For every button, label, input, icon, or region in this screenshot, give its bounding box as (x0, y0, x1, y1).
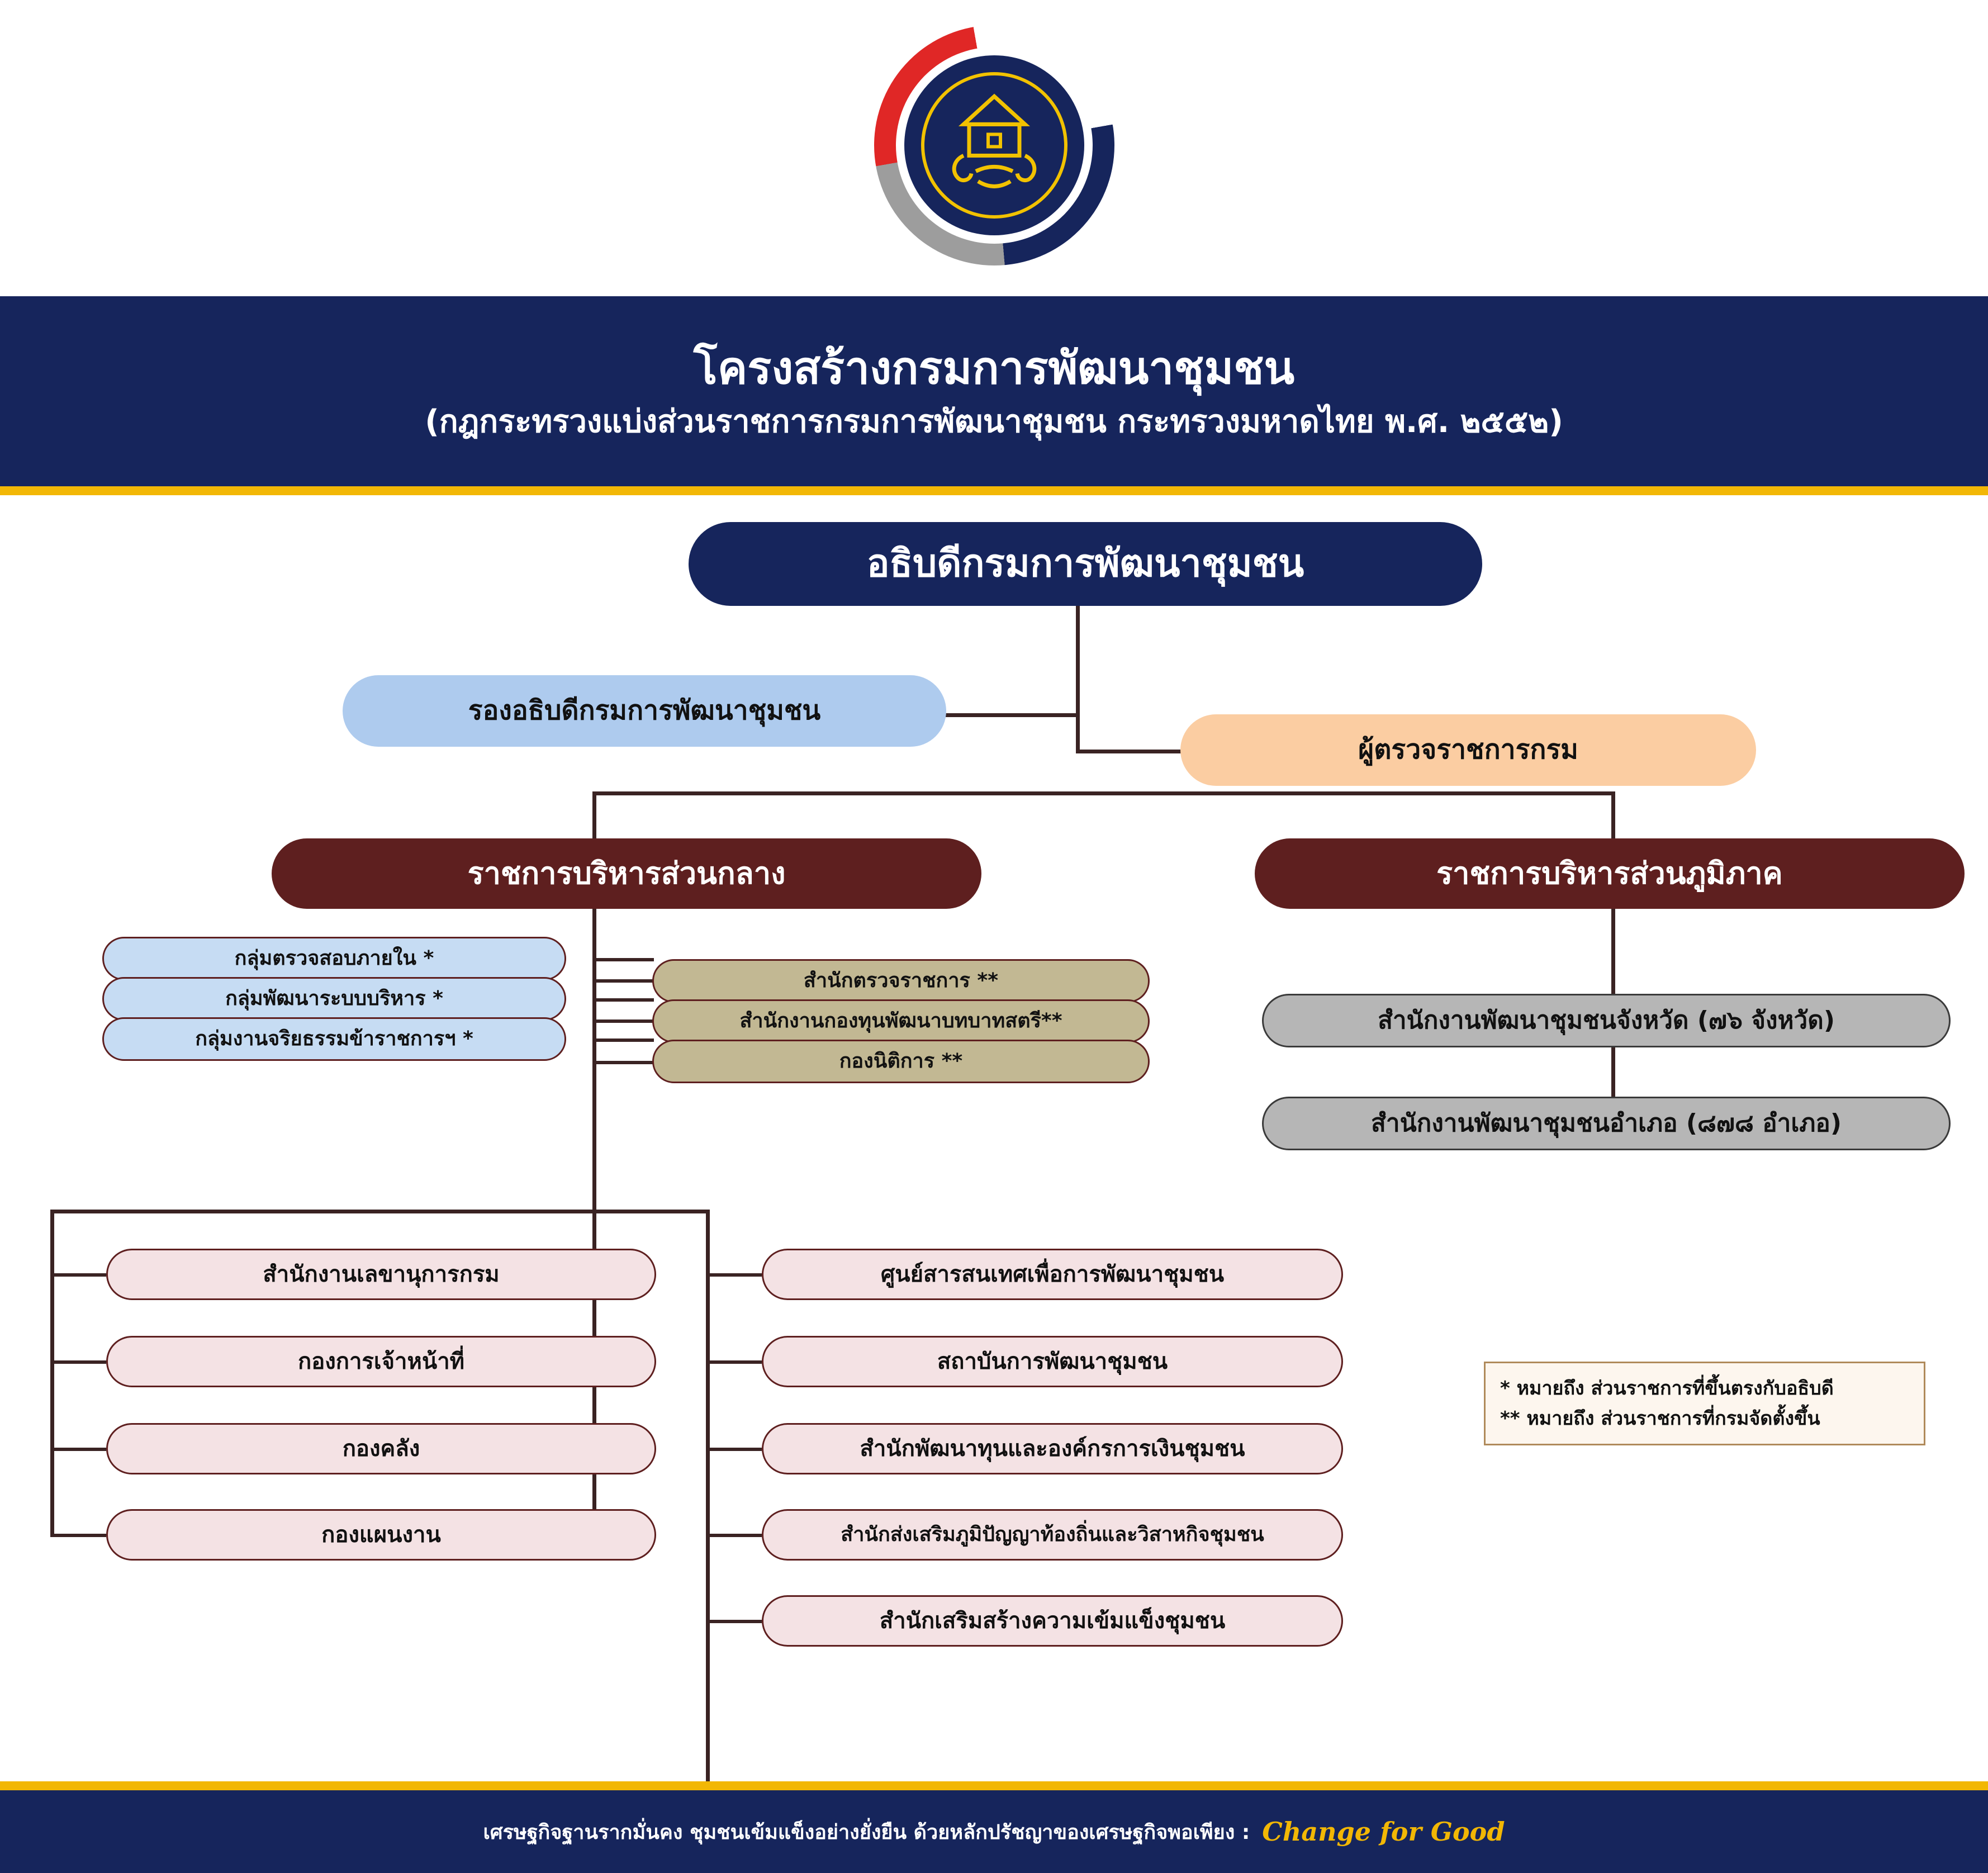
node-deputy-director[interactable]: รองอธิบดีกรมการพัฒนาชุมชน (343, 675, 946, 747)
connector-central-right-2 (592, 1020, 654, 1023)
node-local-wisdom-and-enterprise-bureau[interactable]: สำนักส่งเสริมภูมิปัญญาท้องถิ่นและวิสาหกิจชุมชน (762, 1509, 1343, 1561)
connector-left-unit-3 (50, 1448, 106, 1451)
connector-left-unit-2 (50, 1360, 106, 1364)
connector-lower-bus (50, 1210, 710, 1213)
node-finance-division[interactable]: กองคลัง (106, 1423, 656, 1474)
connector-right-unit-4 (706, 1534, 762, 1537)
cdd-emblem-logo (863, 14, 1126, 277)
connector-lower-left-rail (50, 1210, 54, 1534)
connector-director-down (1076, 595, 1080, 751)
page-title: โครงสร้างกรมการพัฒนาชุมชน (693, 342, 1295, 395)
node-planning-division[interactable]: กองแผนงาน (106, 1509, 656, 1561)
agency-logo (0, 11, 1988, 279)
node-director[interactable]: อธิบดีกรมการพัฒนาชุมชน (689, 522, 1482, 606)
connector-branch-bus (592, 791, 1615, 795)
node-community-empowerment-bureau[interactable]: สำนักเสริมสร้างความเข้มแข็งชุมชน (762, 1595, 1343, 1647)
connector-left-unit-4 (50, 1534, 106, 1537)
footer-slogan-en: Change for Good (1262, 1817, 1505, 1847)
node-regional-administration[interactable]: ราชการบริหารส่วนภูมิภาค (1255, 838, 1965, 909)
legend-line-1: * หมายถึง ส่วนราชการที่ขึ้นตรงกับอธิบดี (1500, 1377, 1834, 1400)
connector-central-left-3 (592, 1039, 654, 1042)
node-personnel-division[interactable]: กองการเจ้าหน้าที่ (106, 1336, 656, 1387)
node-bureau-of-inspection[interactable]: สำนักตรวจราชการ ** (652, 959, 1150, 1003)
connector-right-unit-2 (706, 1360, 762, 1364)
connector-right-unit-3 (706, 1448, 762, 1451)
legend-line-2: ** หมายถึง ส่วนราชการที่กรมจัดตั้งขึ้น (1500, 1407, 1820, 1430)
connector-central-right-1 (592, 979, 654, 983)
header-gold-rule (0, 486, 1988, 495)
connector-lower-right-rail (706, 1210, 710, 1847)
connector-central-left-1 (592, 958, 654, 961)
connector-right-unit-1 (706, 1273, 762, 1277)
connector-left-unit-1 (50, 1273, 106, 1277)
connector-central-left-2 (592, 998, 654, 1002)
connector-right-unit-5 (706, 1620, 762, 1623)
connector-to-inspector (1076, 750, 1182, 753)
node-legal-affairs-division[interactable]: กองนิติการ ** (652, 1040, 1150, 1083)
node-central-administration[interactable]: ราชการบริหารส่วนกลาง (272, 838, 981, 909)
org-chart (0, 495, 1988, 1730)
node-civil-servant-ethics-group[interactable]: กลุ่มงานจริยธรรมข้าราชการฯ * (102, 1017, 566, 1061)
page-subtitle: (กฎกระทรวงแบ่งส่วนราชการกรมการพัฒนาชุมชน กระทรวงมหาดไทย พ.ศ. ๒๕๕๒) (425, 404, 1563, 440)
node-community-development-institute[interactable]: สถาบันการพัฒนาชุมชน (762, 1336, 1343, 1387)
node-community-development-information-center[interactable]: ศูนย์สารสนเทศเพื่อการพัฒนาชุมชน (762, 1249, 1343, 1300)
connector-to-deputy (943, 713, 1080, 717)
header-banner (0, 296, 1988, 486)
node-capital-and-community-finance-bureau[interactable]: สำนักพัฒนาทุนและองค์กรการเงินชุมชน (762, 1423, 1343, 1474)
footer-slogan-th: เศรษฐกิจฐานรากมั่นคง ชุมชนเข้มแข็งอย่างยั่งยืน ด้วยหลักปรัชญาของเศรษฐกิจพอเพียง : (483, 1820, 1250, 1844)
footer-gold-rule (0, 1781, 1988, 1790)
node-district-cdd-office[interactable]: สำนักงานพัฒนาชุมชนอำเภอ (๘๗๘ อำเภอ) (1262, 1097, 1951, 1150)
node-office-of-secretary[interactable]: สำนักงานเลขานุการกรม (106, 1249, 656, 1300)
footer-banner (0, 1790, 1988, 1873)
node-department-inspector[interactable]: ผู้ตรวจราชการกรม (1180, 714, 1756, 786)
node-internal-audit-group[interactable]: กลุ่มตรวจสอบภายใน * (102, 937, 566, 980)
node-provincial-cdd-office[interactable]: สำนักงานพัฒนาชุมชนจังหวัด (๗๖ จังหวัด) (1262, 994, 1951, 1047)
connector-central-right-3 (592, 1061, 654, 1064)
temple-icon (941, 93, 1047, 193)
node-womens-development-fund-office[interactable]: สำนักงานกองทุนพัฒนาบทบาทสตรี** (652, 999, 1150, 1043)
legend-box (1484, 1362, 1925, 1445)
node-admin-system-development-group[interactable]: กลุ่มพัฒนาระบบบริหาร * (102, 977, 566, 1021)
